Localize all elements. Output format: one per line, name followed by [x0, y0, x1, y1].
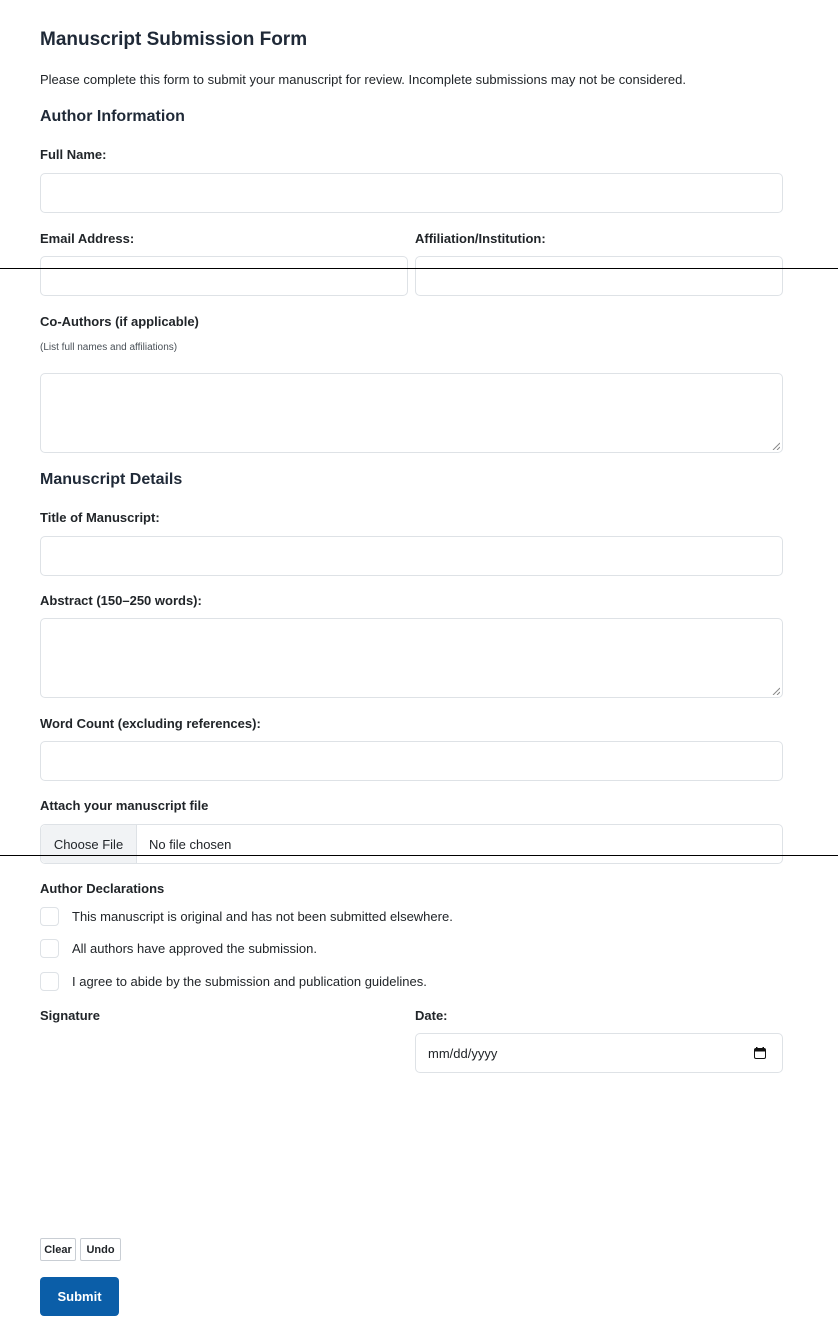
manuscript-title-label: Title of Manuscript: [40, 510, 160, 525]
word-count-input[interactable] [41, 742, 782, 780]
author-info-heading: Author Information [40, 108, 185, 125]
manuscript-title-field-wrapper [40, 536, 783, 576]
declaration-item[interactable] [40, 938, 317, 958]
declaration-label: I agree to abide by the submission and publication guidelines. [72, 973, 427, 989]
resize-grip-icon[interactable] [772, 687, 780, 695]
divider-line-top [0, 268, 838, 269]
full-name-field-wrapper [40, 173, 783, 213]
manuscript-details-heading: Manuscript Details [40, 471, 183, 488]
date-label: Date: [415, 1008, 448, 1023]
email-input[interactable] [41, 257, 407, 295]
coauthors-textarea[interactable] [41, 374, 782, 452]
coauthors-field-wrapper [40, 373, 783, 453]
declaration-checkbox[interactable] [40, 939, 59, 958]
declaration-item[interactable] [40, 906, 453, 926]
date-placeholder: mm/dd/yyyy [428, 1045, 498, 1061]
affiliation-field-wrapper [415, 256, 783, 296]
email-field-wrapper [40, 256, 408, 296]
full-name-input[interactable] [41, 174, 782, 212]
file-status-text: No file chosen [149, 836, 232, 852]
declaration-label: This manuscript is original and has not been submitted elsewhere. [72, 908, 453, 924]
manuscript-title-input[interactable] [41, 537, 782, 575]
file-upload-label: Attach your manuscript file [40, 798, 209, 813]
declarations-heading: Author Declarations [40, 881, 165, 896]
choose-file-button[interactable]: Choose File [41, 825, 137, 863]
resize-grip-icon[interactable] [772, 442, 780, 450]
coauthors-label: Co-Authors (if applicable) [40, 314, 199, 329]
file-upload-field[interactable] [40, 824, 783, 864]
word-count-field-wrapper [40, 741, 783, 781]
abstract-field-wrapper [40, 618, 783, 698]
abstract-textarea[interactable] [41, 619, 782, 697]
form-intro: Please complete this form to submit your manuscript for review. Incomplete submissions may not be considered. [40, 72, 686, 87]
signature-label: Signature [40, 1008, 100, 1023]
signature-undo-button[interactable]: Undo [80, 1238, 121, 1261]
signature-pad[interactable] [40, 1030, 408, 1230]
word-count-label: Word Count (excluding references): [40, 716, 261, 731]
page-title: Manuscript Submission Form [40, 29, 308, 50]
declaration-checkbox[interactable] [40, 907, 59, 926]
declaration-checkbox[interactable] [40, 972, 59, 991]
declaration-item[interactable] [40, 971, 427, 991]
calendar-icon[interactable] [754, 1047, 766, 1059]
email-label: Email Address: [40, 231, 135, 246]
full-name-label: Full Name: [40, 147, 107, 162]
declaration-label: All authors have approved the submission. [72, 940, 317, 956]
submit-button[interactable]: Submit [40, 1277, 119, 1316]
affiliation-input[interactable] [416, 257, 782, 295]
signature-clear-button[interactable]: Clear [40, 1238, 76, 1261]
abstract-label: Abstract (150–250 words): [40, 593, 202, 608]
affiliation-label: Affiliation/Institution: [415, 231, 546, 246]
date-input[interactable] [415, 1033, 783, 1073]
coauthors-hint: (List full names and affiliations) [40, 342, 178, 353]
divider-line-bottom [0, 855, 838, 856]
